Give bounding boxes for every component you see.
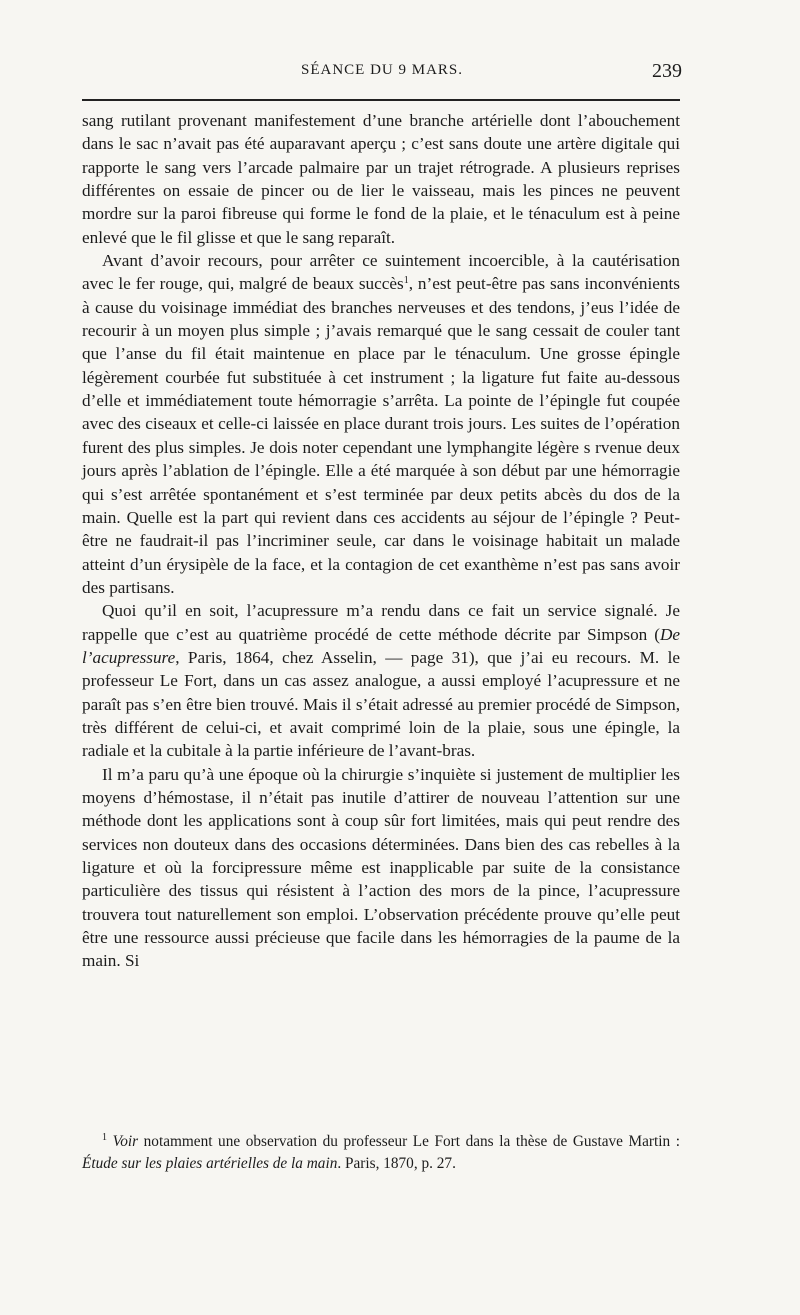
running-title: SÉANCE DU 9 MARS. [300,62,464,78]
paragraph-3-start: Quoi qu’il en soit, l’acupressure m’a rendu dans ce fait un service signalé. Je rappelle que c’est au quatrième procédé de cette méthode décrite par Simpson ( [82,601,680,644]
header-rule [82,99,680,101]
paragraph-2-start: Avant d’avoir recours, pour arrêter ce suintement incoercible, à la cautérisation avec le fer rouge, qui, malgré de beaux succès [82,251,680,294]
cited-title: De l’acupressure [82,624,680,667]
footnotes [82,1131,680,1175]
page-header [82,62,682,90]
paragraph-3-end: , Paris, 1864, chez Asselin, — page 31), que j’ai eu recours. M. le professeur Le Fort, dans un cas assez analogue, a aussi employé l’acupressure et ne paraît pas s’en être bien trouvé. Mais il s’était adressé au premier procédé de Simpson, très différent de celui-ci, et avait comprimé loin de la plaie, sous une épingle, la radiale et la cubitale à la partie inférieure de l’avant-bras. [82,647,680,761]
paragraph-3 [82,599,680,762]
footnote-1 [82,1131,680,1175]
footnote-title: Étude sur les plaies artérielles de la main [82,1155,338,1172]
body-text [82,109,680,973]
paragraph-2-end: , n’est peut-être pas sans inconvénients à cause du voisinage immédiat des branches nerveuses et des tendons, j’eus l’idée de recourir à un moyen plus simple ; j’avais remarqué que le sang cessait de couler tant que l’anse du fil était maintenue en place par le ténaculum. Une grosse épingle légèrement courbée fut substituée à cet instrument ; la ligature fut faite au-dessous d’elle et immédiatement toute hémorragie s’arrêta. La pointe de l’épingle fut coupée avec des ciseaux et celle-ci laissée en place durant trois jours. Les suites de l’opération furent des plus simples. Je dois noter cependant une lymphangite légère s rvenue deux jours après l’ablation de l’épingle. Elle a été marquée à son début par une hémorragie qui s’est arrêtée spontanément et s’est terminée par deux petits abcès du dos de la main. Quelle est la part qui revient dans ces accidents au séjour de l’épingle ? Peut-être ne faudrait-il pas l’incriminer seule, car dans le voisinage habitait un malade atteint d’un érysipèle de la face, et la contagion de cet exanthème n’est pas sans avoir des partisans. [82,274,680,597]
paragraph-4: Il m’a paru qu’à une époque où la chirurgie s’inquiète si justement de multiplier les moyens d’hémostase, il n’était pas inutile d’attirer de nouveau l’attention sur une méthode dont les applications sont à coup sûr fort limitées, mais qui peut rendre des services non douteux dans des occasions déterminées. Dans bien des cas rebelles à la ligature et où la forcipressure même est inapplicable par suite de la consistance particulière des tissus qui résistent à l’action des mors de la pince, l’acupressure trouvera tout naturellement son emploi. L’observation précédente prouve qu’elle peut être une ressource aussi précieuse que facile dans les hémorragies de la paume de la main. Si [82,764,680,971]
footnote-reference: 1 [403,275,409,287]
footnote-marker: 1 [102,1132,107,1143]
paragraph-1: sang rutilant provenant manifestement d’une branche artérielle dont l’abouchement dans le sac n’avait pas été auparavant aperçu ; c’est sans doute une artère digitale qui rapporte le sang vers l’arcade palmaire par un trajet rétrograde. A plusieurs reprises différentes on essaie de pincer ou de lier le vaisseau, mais les pinces ne peuvent mordre sur la paroi fibreuse qui forme le fond de la plaie, et le ténaculum est à peine enlevé que le fil glisse et que le sang reparaît. [82,111,680,247]
footnote-voir: Voir [112,1133,139,1150]
footnote-text-end: . Paris, 1870, p. 27. [337,1155,456,1172]
paragraph-2 [82,249,680,599]
footnote-text-start: notamment une observation du professeur Le Fort dans la thèse de Gustave Martin : [138,1133,680,1150]
page-number: 239 [652,60,682,82]
